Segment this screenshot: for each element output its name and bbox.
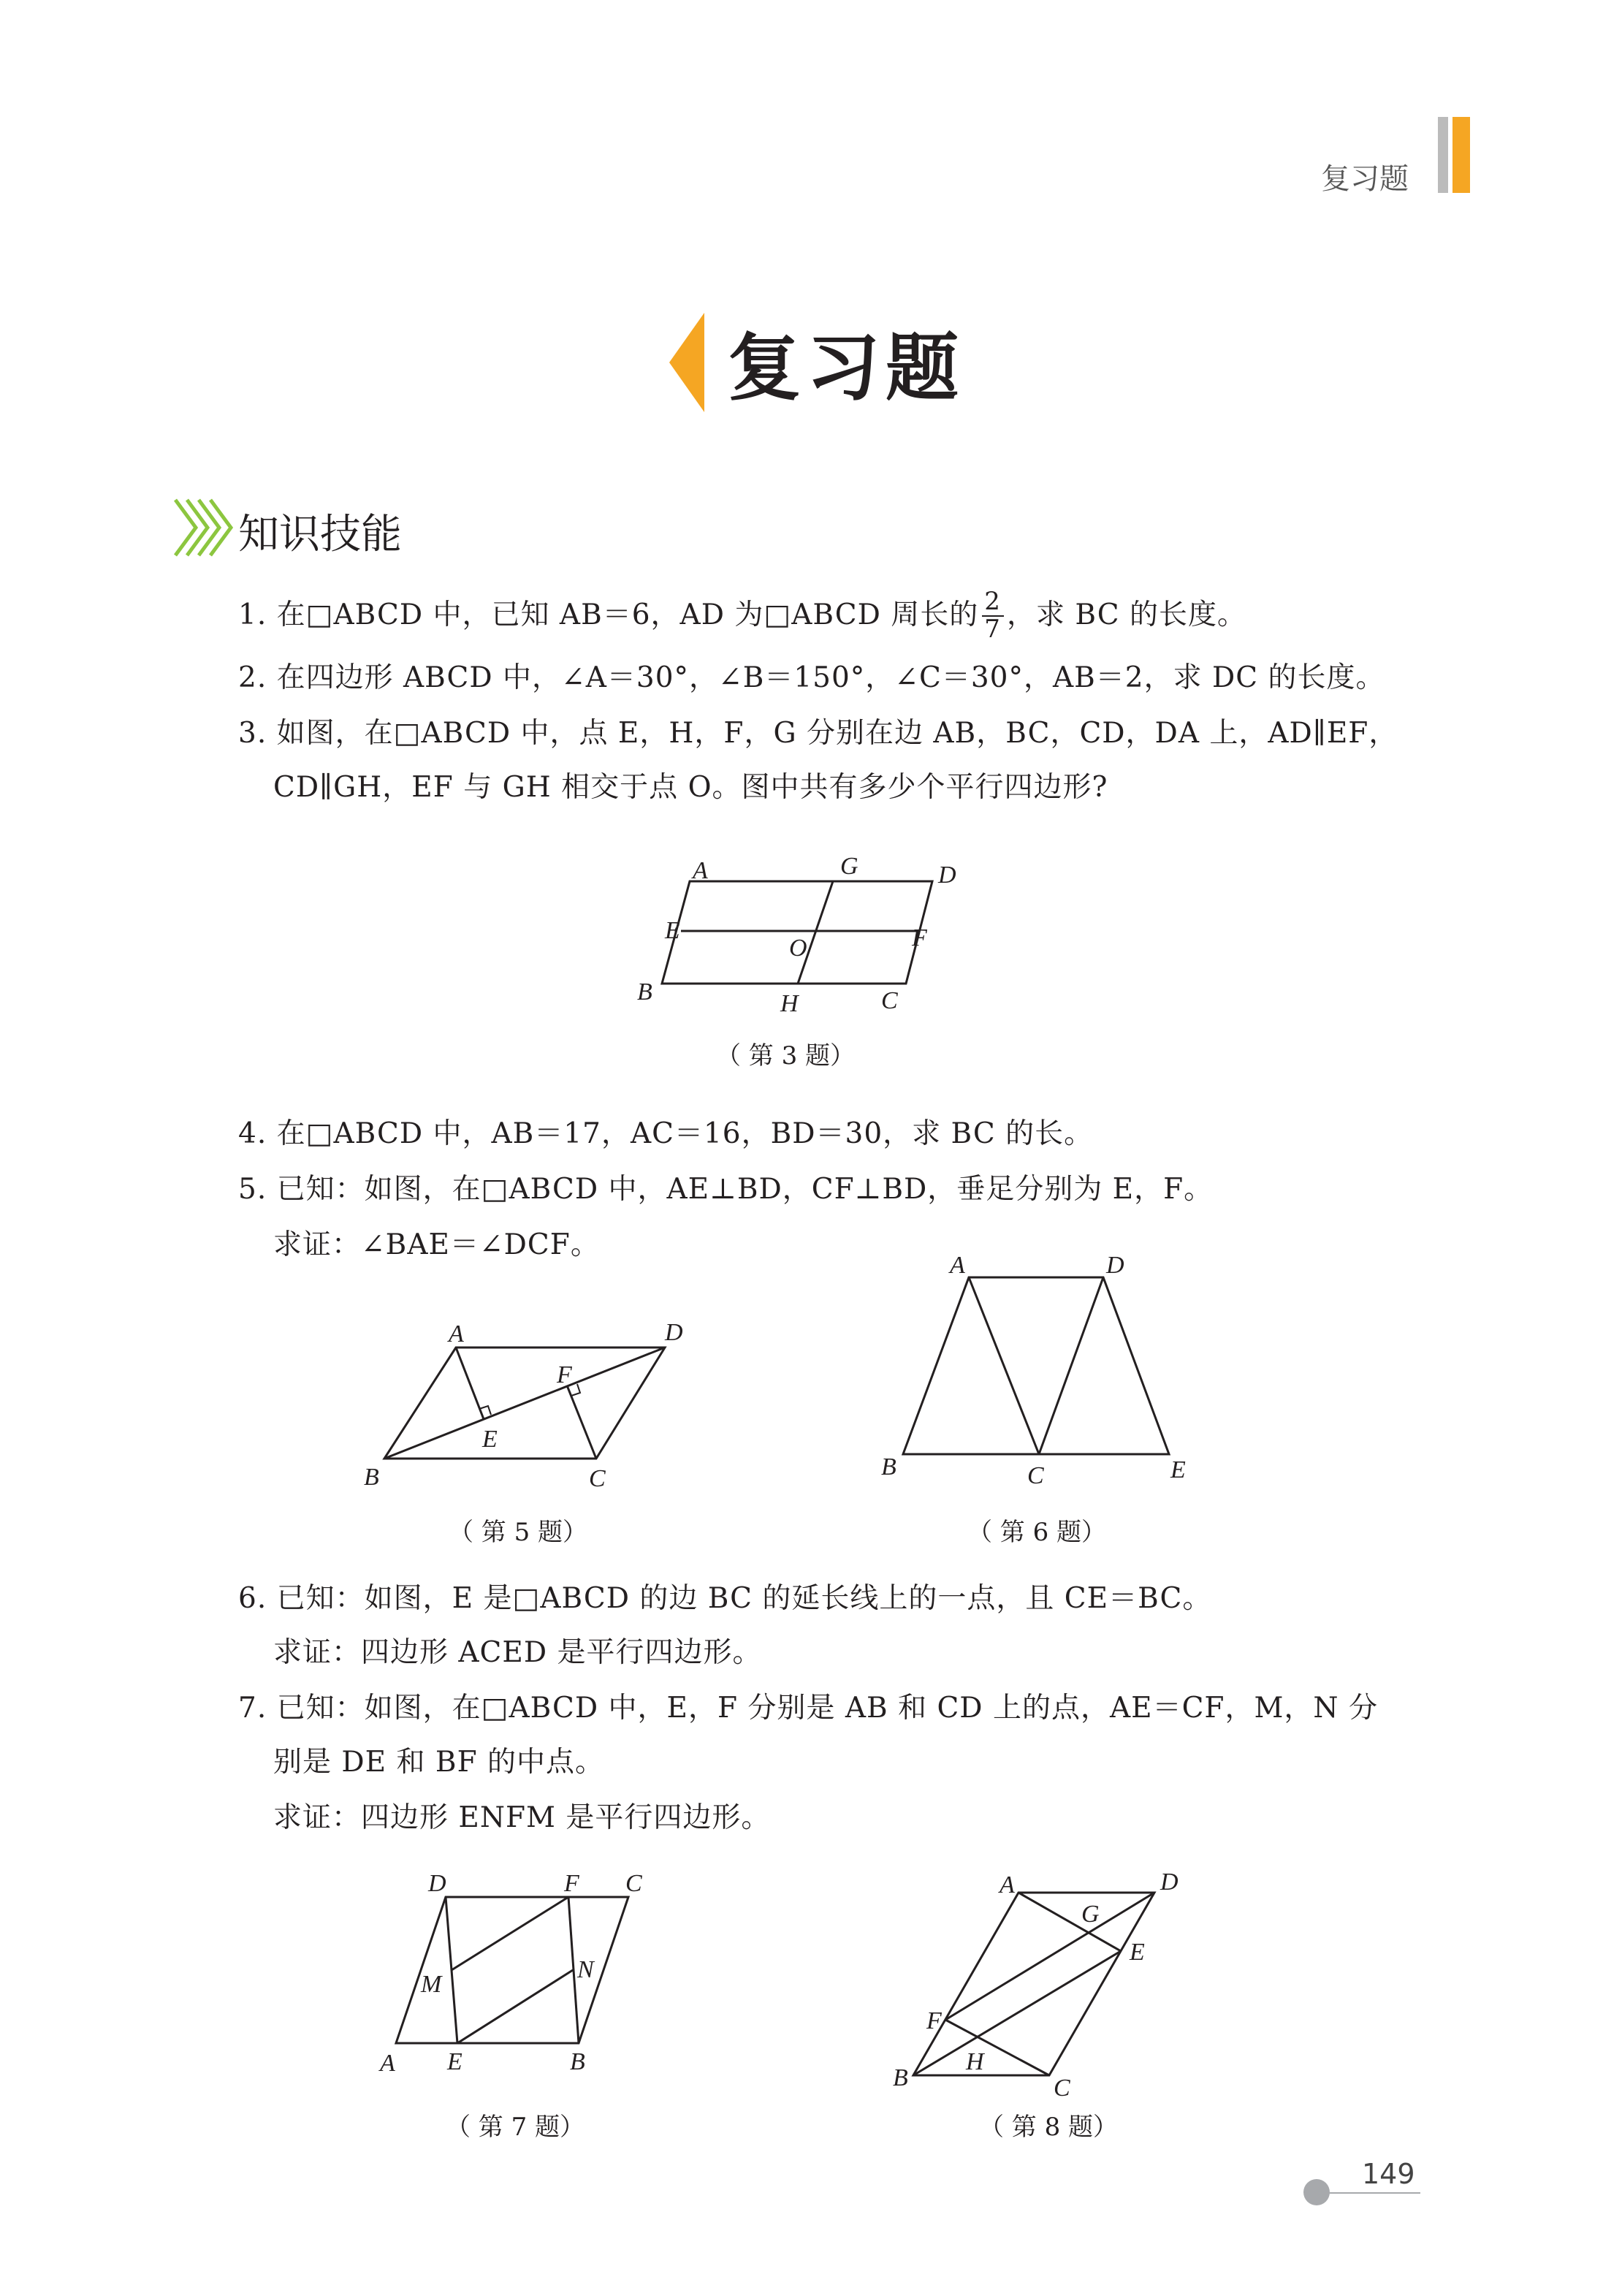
figure-3-caption: （ 第 3 题） [716, 1042, 856, 1071]
fig7-label-C: C [625, 1870, 642, 1897]
fig5-label-D: D [665, 1319, 683, 1346]
fig7-label-B: B [570, 2048, 585, 2075]
figure-6-caption: （ 第 6 题） [967, 1518, 1107, 1548]
page-title: 复习题 [728, 324, 964, 411]
fraction-denominator: 7 [984, 615, 1001, 645]
fig8-label-D: D [1160, 1869, 1179, 1896]
figure-7-caption: （ 第 7 题） [446, 2113, 585, 2143]
page-number-rule [1327, 2192, 1420, 2194]
fig8-label-C: C [1054, 2075, 1070, 2102]
fig6-label-B: B [881, 1453, 896, 1480]
running-header-title: 复习题 [1321, 161, 1409, 196]
fraction-numerator: 2 [981, 589, 1004, 617]
section-heading: 知识技能 [238, 510, 403, 558]
fig8-label-F: F [926, 2007, 942, 2034]
fig6-label-C: C [1027, 1462, 1044, 1489]
figure-5-caption: （ 第 5 题） [449, 1518, 588, 1548]
figure-8-caption: （ 第 8 题） [979, 2113, 1119, 2143]
fig5-label-C: C [589, 1465, 606, 1492]
fig5-label-E: E [482, 1426, 498, 1453]
problem-6-line-1: 6. 已知：如图，E 是□ABCD 的边 BC 的延长线上的一点，且 CE＝BC。 [238, 1581, 1212, 1615]
fig5-label-A: A [449, 1320, 464, 1347]
fig8-label-A: A [1000, 1871, 1015, 1898]
problem-4: 4. 在□ABCD 中，AB＝17，AC＝16，BD＝30，求 BC 的长。 [238, 1117, 1094, 1150]
fig3-label-C: C [881, 987, 898, 1014]
page-number-dot [1303, 2179, 1330, 2205]
fig3-label-A: A [693, 857, 708, 884]
fig6-label-D: D [1106, 1252, 1124, 1279]
fig7-label-M: M [421, 1971, 442, 1998]
fig6-label-A: A [950, 1252, 965, 1279]
fig7-label-A: A [380, 2050, 395, 2077]
fig8-label-G: G [1081, 1901, 1100, 1928]
problem-7-line-2: 别是 DE 和 BF 的中点。 [273, 1745, 605, 1779]
fig7-label-F: F [564, 1870, 579, 1897]
problem-7-line-3: 求证：四边形 ENFM 是平行四边形。 [273, 1801, 771, 1834]
problem-1-text: 1. 在□ABCD 中，已知 AB＝6，AD 为□ABCD 周长的 [238, 598, 979, 631]
fig3-label-F: F [912, 924, 927, 951]
problem-6-line-2: 求证：四边形 ACED 是平行四边形。 [273, 1635, 762, 1669]
problem-1-text-end: ，求 BC 的长度。 [1006, 598, 1246, 631]
problem-7-line-1: 7. 已知：如图，在□ABCD 中，E，F 分别是 AB 和 CD 上的点，AE＝CF，M，N 分 [238, 1691, 1378, 1725]
problem-3-line-1: 3. 如图，在□ABCD 中，点 E，H，F，G 分别在边 AB，BC，CD，DA 上，AD∥EF， [238, 716, 1398, 750]
fig3-label-G: G [840, 853, 858, 880]
problem-3-line-2: CD∥GH，EF 与 GH 相交于点 O。图中共有多少个平行四边形? [273, 770, 1108, 804]
fig3-label-B: B [637, 978, 652, 1006]
fig8-label-B: B [893, 2064, 908, 2091]
fig5-label-F: F [557, 1361, 572, 1388]
fig5-label-B: B [364, 1464, 379, 1491]
page-number: 149 [1362, 2159, 1415, 2191]
problem-5-line-1: 5. 已知：如图，在□ABCD 中，AE⊥BD，CF⊥BD，垂足分别为 E，F。 [238, 1172, 1214, 1206]
problem-2: 2. 在四边形 ABCD 中，∠A＝30°，∠B＝150°，∠C＝30°，AB＝2，求 DC 的长度。 [238, 661, 1385, 694]
fig7-label-N: N [577, 1956, 594, 1983]
fig7-label-E: E [447, 2048, 462, 2075]
fig8-label-E: E [1130, 1939, 1145, 1966]
fig8-label-H: H [966, 2048, 984, 2075]
fig3-label-E: E [665, 917, 680, 944]
fig3-label-H: H [780, 990, 799, 1017]
fig6-label-E: E [1170, 1456, 1186, 1483]
fig3-label-D: D [938, 862, 956, 889]
fig7-label-D: D [428, 1870, 446, 1897]
problem-5-line-2: 求证：∠BAE＝∠DCF。 [273, 1228, 600, 1261]
fig3-label-O: O [789, 935, 807, 962]
